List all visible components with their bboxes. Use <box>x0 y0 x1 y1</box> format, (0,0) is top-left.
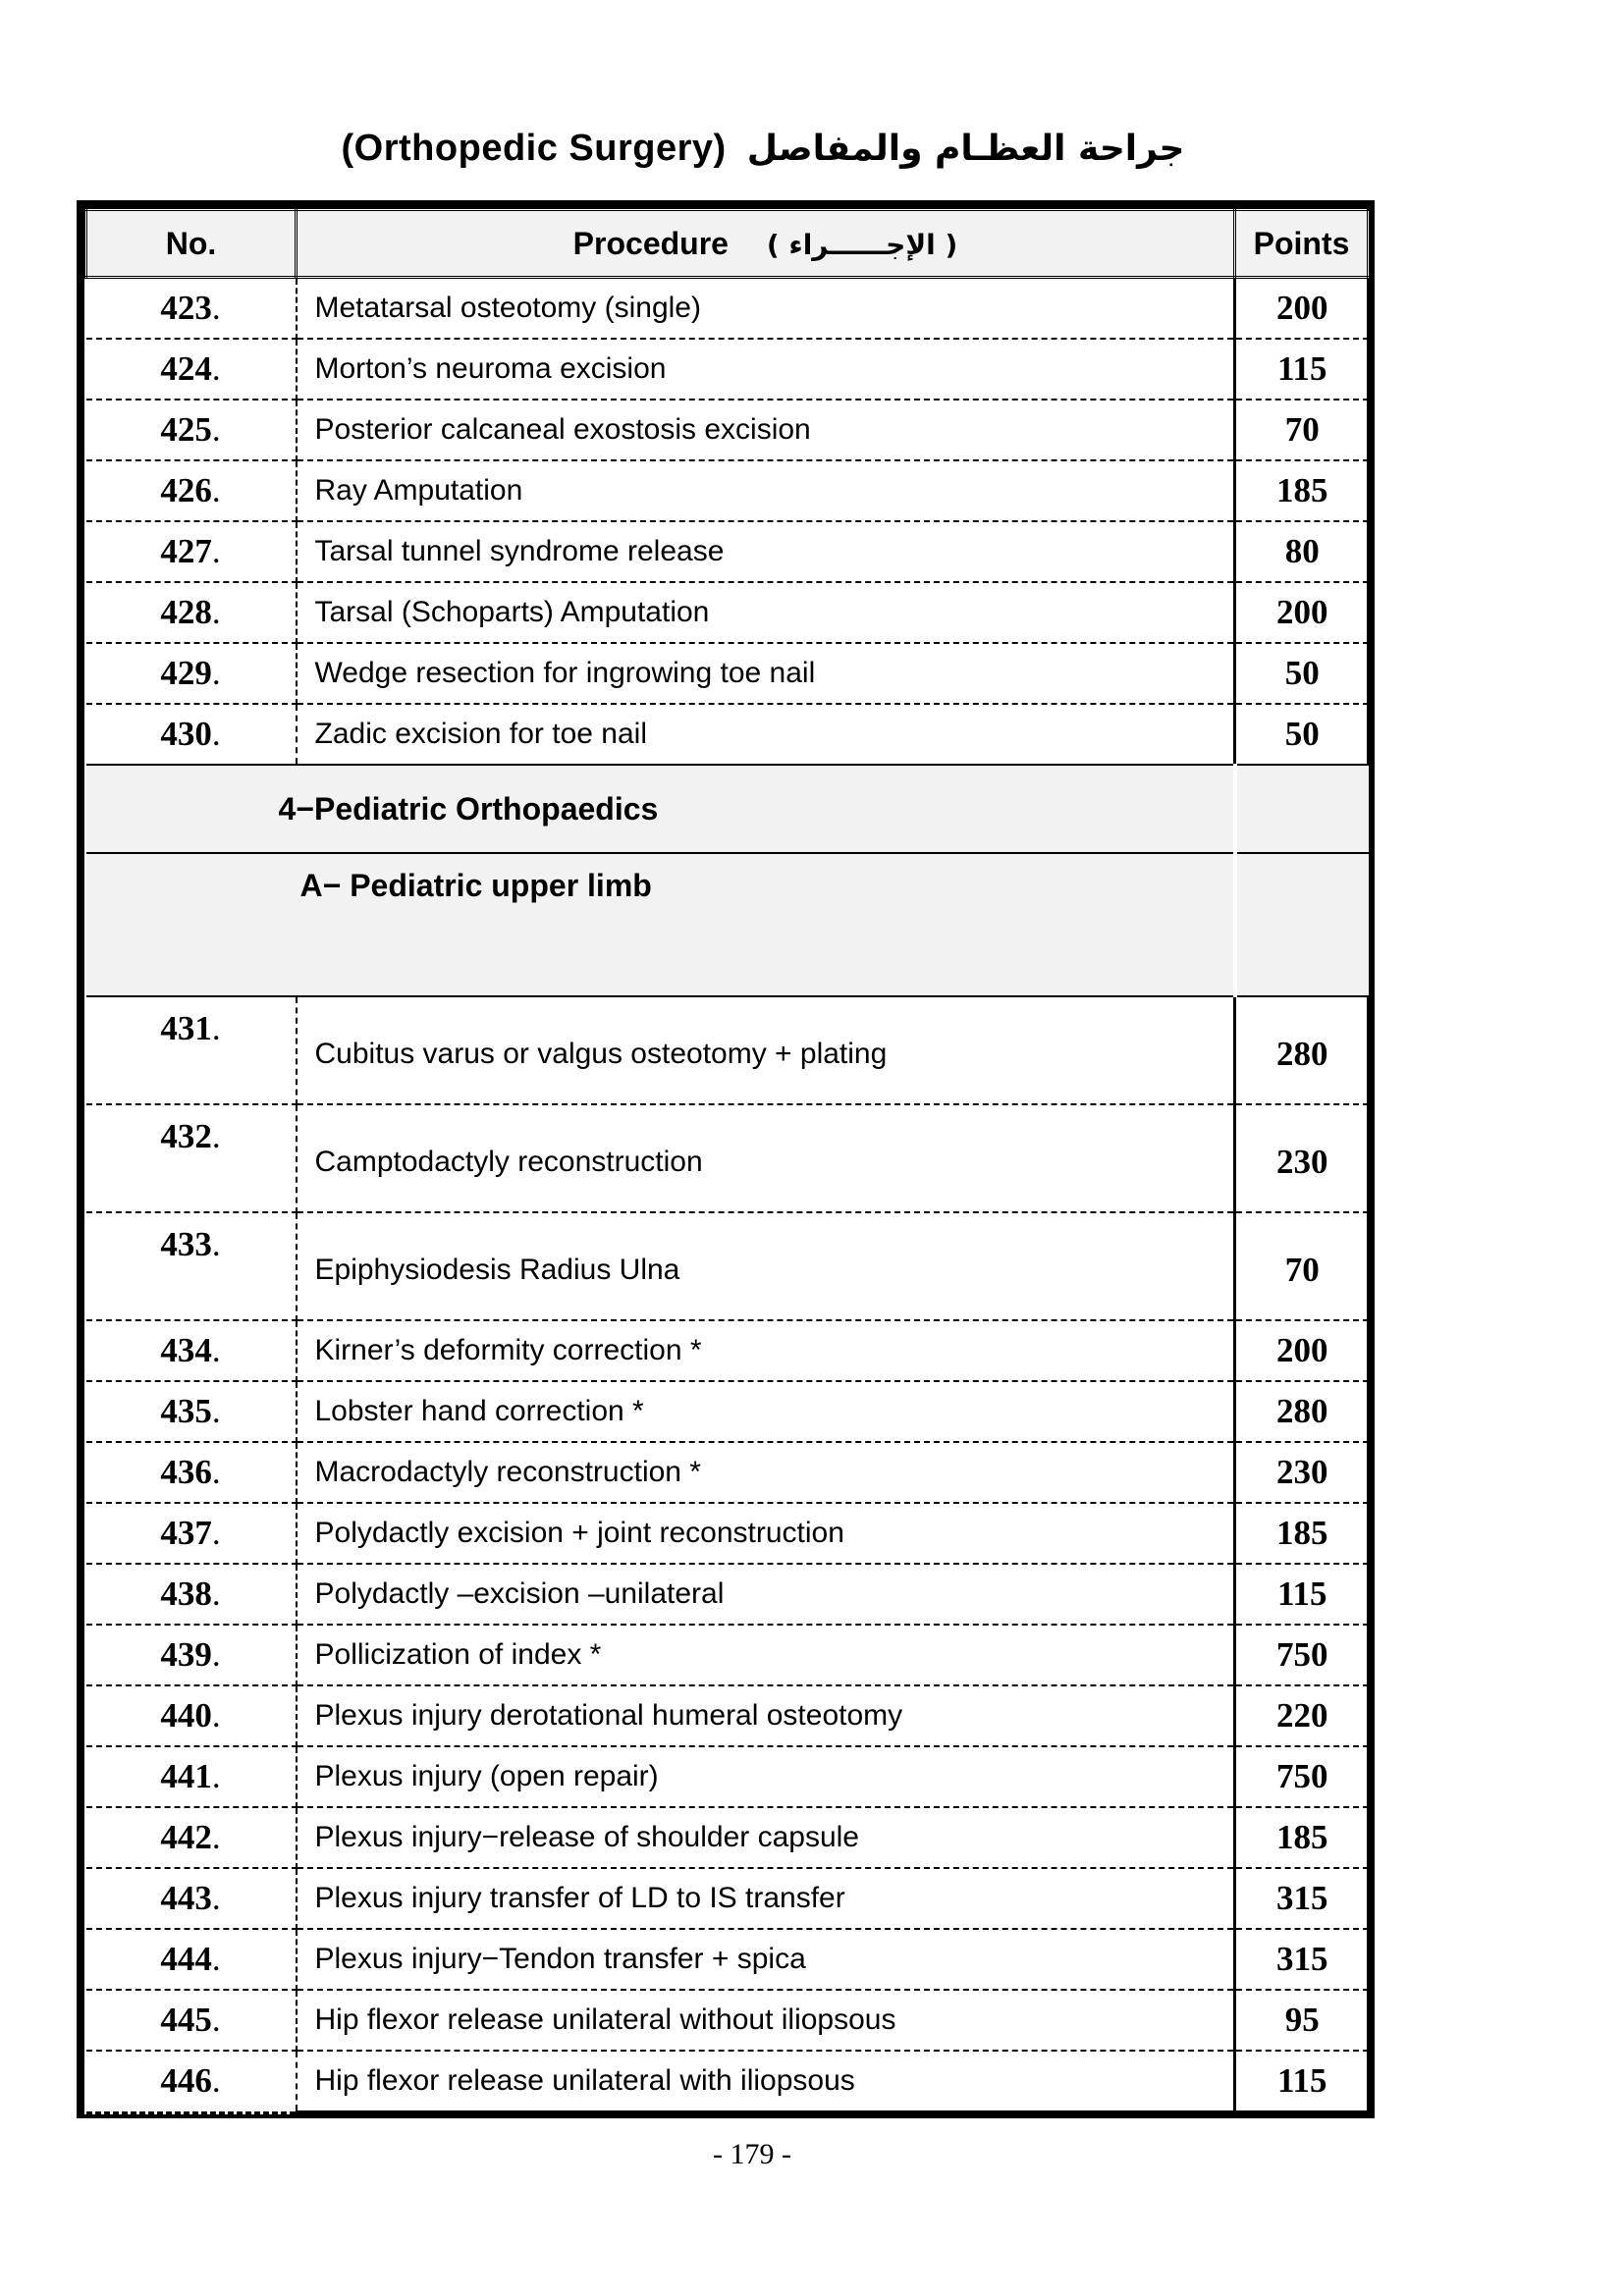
table-row <box>86 1104 1369 1212</box>
section-points-empty <box>1235 765 1369 853</box>
procedure-points: 50 <box>1235 643 1369 704</box>
table-row <box>86 1212 1369 1320</box>
table-body-foot-procedures <box>86 278 1369 766</box>
table-row <box>86 1503 1369 1564</box>
procedure-points: 230 <box>1235 1104 1369 1212</box>
page-title-arabic: جراحة العظـام والمفاصل <box>746 129 1185 169</box>
procedure-number <box>86 1868 297 1929</box>
procedure-points: 115 <box>1235 2051 1369 2112</box>
procedure-points: 185 <box>1235 460 1369 521</box>
procedure-points: 95 <box>1235 1990 1369 2051</box>
table-row <box>86 1807 1369 1868</box>
procedure-number-value: 436 <box>160 1453 212 1491</box>
procedure-name: Hip flexor release unilateral with iliopsous <box>297 2051 1235 2112</box>
procedure-number-value: 443 <box>160 1879 212 1917</box>
procedure-number-value: 430 <box>160 715 212 753</box>
table-row <box>86 521 1369 582</box>
procedure-points: 50 <box>1235 704 1369 765</box>
procedure-number-dot: . <box>211 1879 221 1917</box>
procedure-points: 200 <box>1235 278 1369 340</box>
procedure-number <box>86 1929 297 1990</box>
procedure-number-value: 446 <box>160 2061 212 2101</box>
table-row <box>86 1746 1369 1807</box>
procedure-points: 185 <box>1235 1503 1369 1564</box>
procedure-number-value: 444 <box>160 1940 212 1978</box>
procedure-number-dot: . <box>211 1940 221 1978</box>
procedure-number-value: 428 <box>160 593 212 631</box>
procedures-table <box>84 208 1370 2114</box>
procedure-number <box>86 460 297 521</box>
procedure-number-dot: . <box>211 1696 221 1735</box>
procedure-number <box>86 278 297 340</box>
procedure-number-dot: . <box>211 1453 221 1491</box>
procedure-number-value: 425 <box>160 410 212 449</box>
table-row <box>86 1929 1369 1990</box>
procedure-number-dot: . <box>211 1575 221 1613</box>
procedure-name: Polydactly –excision –unilateral <box>297 1564 1235 1625</box>
procedure-points: 80 <box>1235 521 1369 582</box>
table-row <box>86 1685 1369 1746</box>
procedure-name: Lobster hand correction * <box>297 1381 1235 1442</box>
table-body-sections <box>86 765 1369 996</box>
procedure-points: 315 <box>1235 1868 1369 1929</box>
section-points-empty <box>1235 853 1369 996</box>
table-header-row <box>86 210 1369 278</box>
procedure-points: 70 <box>1235 400 1369 460</box>
procedure-number-value: 445 <box>160 2001 212 2039</box>
procedure-number <box>86 996 297 1104</box>
procedures-table-container <box>77 200 1375 2114</box>
page-title <box>0 128 1526 170</box>
procedure-number <box>86 1442 297 1503</box>
page-title-english: (Orthopedic Surgery) <box>341 128 727 169</box>
procedure-number-value: 439 <box>160 1635 212 1674</box>
column-header-procedure-english: Procedure <box>572 225 729 261</box>
procedure-name: Tarsal (Schoparts) Amputation <box>297 582 1235 643</box>
procedure-number-value: 427 <box>160 532 212 570</box>
procedure-name: Kirner’s deformity correction * <box>297 1320 1235 1381</box>
procedure-number-dot: . <box>211 1331 221 1369</box>
subsection-heading: A− Pediatric upper limb <box>86 853 1235 996</box>
procedure-name: Polydactly excision + joint reconstruction <box>297 1503 1235 1564</box>
procedure-points: 750 <box>1235 1625 1369 1685</box>
column-header-procedure-arabic: ( الإجــــــراء ) <box>766 228 958 261</box>
procedure-number-value: 440 <box>160 1696 212 1735</box>
procedure-number-value: 424 <box>160 349 212 388</box>
procedure-number-dot: . <box>211 715 221 753</box>
column-header-no: No. <box>86 210 297 278</box>
procedure-name: Tarsal tunnel syndrome release <box>297 521 1235 582</box>
table-row <box>86 400 1369 460</box>
procedure-number-value: 438 <box>160 1575 212 1613</box>
procedure-number-value: 437 <box>160 1514 212 1552</box>
procedure-name: Hip flexor release unilateral without iliopsous <box>297 1990 1235 2051</box>
procedure-name: Cubitus varus or valgus osteotomy + plating <box>297 996 1235 1104</box>
table-row <box>86 1381 1369 1442</box>
procedure-name: Pollicization of index * <box>297 1625 1235 1685</box>
procedure-number-value: 432 <box>160 1117 212 1155</box>
table-row <box>86 1868 1369 1929</box>
table-row <box>86 339 1369 400</box>
procedure-points: 280 <box>1235 1381 1369 1442</box>
procedure-number-value: 426 <box>160 471 212 509</box>
procedure-points: 115 <box>1235 1564 1369 1625</box>
procedure-number-dot: . <box>211 1225 221 1263</box>
procedure-number <box>86 1212 297 1320</box>
procedure-name: Plexus injury−release of shoulder capsule <box>297 1807 1235 1868</box>
procedure-number-value: 423 <box>160 289 212 327</box>
procedure-name: Camptodactyly reconstruction <box>297 1104 1235 1212</box>
procedure-number-dot: . <box>211 1392 221 1430</box>
procedure-number-dot: . <box>211 471 221 509</box>
procedure-name: Morton’s neuroma excision <box>297 339 1235 400</box>
column-header-points: Points <box>1235 210 1369 278</box>
procedure-number-value: 442 <box>160 1818 212 1856</box>
procedure-points: 200 <box>1235 1320 1369 1381</box>
procedure-name: Epiphysiodesis Radius Ulna <box>297 1212 1235 1320</box>
procedure-name: Plexus injury (open repair) <box>297 1746 1235 1807</box>
procedure-name: Ray Amputation <box>297 460 1235 521</box>
procedure-name: Metatarsal osteotomy (single) <box>297 278 1235 340</box>
procedure-number-dot: . <box>211 654 221 692</box>
procedure-number <box>86 643 297 704</box>
procedure-number-dot: . <box>211 410 221 449</box>
table-row <box>86 2051 1369 2112</box>
procedure-number <box>86 1564 297 1625</box>
procedure-number-value: 431 <box>160 1009 212 1047</box>
table-row <box>86 1442 1369 1503</box>
procedure-number <box>86 1381 297 1442</box>
procedure-name: Macrodactyly reconstruction * <box>297 1442 1235 1503</box>
section-row-pediatric-orthopaedics <box>86 765 1369 853</box>
procedure-name: Plexus injury derotational humeral osteotomy <box>297 1685 1235 1746</box>
procedure-number-dot: . <box>211 1757 221 1795</box>
table-row <box>86 278 1369 340</box>
procedure-number-dot: . <box>211 2001 221 2039</box>
procedure-number <box>86 582 297 643</box>
table-row <box>86 460 1369 521</box>
procedure-name: Plexus injury−Tendon transfer + spica <box>297 1929 1235 1990</box>
procedure-number-dot: . <box>211 1009 221 1047</box>
section-heading: 4−Pediatric Orthopaedics <box>86 765 1235 853</box>
procedure-points: 70 <box>1235 1212 1369 1320</box>
procedure-number-dot: . <box>211 1818 221 1856</box>
section-row-pediatric-upper-limb <box>86 853 1369 996</box>
procedure-number <box>86 1320 297 1381</box>
procedure-name: Plexus injury transfer of LD to IS transfer <box>297 1868 1235 1929</box>
procedure-points: 230 <box>1235 1442 1369 1503</box>
procedure-number <box>86 1104 297 1212</box>
procedure-number <box>86 1746 297 1807</box>
procedure-number <box>86 400 297 460</box>
column-header-procedure <box>297 210 1235 278</box>
procedure-name: Posterior calcaneal exostosis excision <box>297 400 1235 460</box>
procedure-number-value: 433 <box>160 1225 212 1263</box>
procedure-number-dot: . <box>211 2061 221 2101</box>
procedure-number <box>86 1685 297 1746</box>
table-row <box>86 1320 1369 1381</box>
procedure-number <box>86 704 297 765</box>
procedure-points: 200 <box>1235 582 1369 643</box>
procedure-points: 115 <box>1235 339 1369 400</box>
table-row <box>86 1564 1369 1625</box>
procedure-points: 280 <box>1235 996 1369 1104</box>
table-row <box>86 643 1369 704</box>
table-body-pediatric-procedures <box>86 996 1369 2112</box>
procedure-number-dot: . <box>211 289 221 327</box>
procedure-name: Zadic excision for toe nail <box>297 704 1235 765</box>
procedure-number-dot: . <box>211 532 221 570</box>
procedure-number <box>86 339 297 400</box>
table-row <box>86 704 1369 765</box>
procedure-number <box>86 1625 297 1685</box>
procedure-number <box>86 2051 297 2112</box>
procedure-name: Wedge resection for ingrowing toe nail <box>297 643 1235 704</box>
procedure-points: 220 <box>1235 1685 1369 1746</box>
table-row <box>86 1625 1369 1685</box>
procedure-number-dot: . <box>211 349 221 388</box>
procedure-number <box>86 1503 297 1564</box>
procedure-number-value: 435 <box>160 1392 212 1430</box>
procedure-number <box>86 521 297 582</box>
procedure-number <box>86 1990 297 2051</box>
procedure-number <box>86 1807 297 1868</box>
procedure-number-value: 434 <box>160 1331 212 1369</box>
procedure-number-dot: . <box>211 1117 221 1155</box>
procedure-number-value: 429 <box>160 654 212 692</box>
procedure-number-dot: . <box>211 593 221 631</box>
page-number: - 179 - <box>713 2138 791 2170</box>
procedure-points: 750 <box>1235 1746 1369 1807</box>
table-row <box>86 1990 1369 2051</box>
procedure-number-dot: . <box>211 1514 221 1552</box>
table-row <box>86 996 1369 1104</box>
procedure-number-value: 441 <box>160 1757 212 1795</box>
procedure-points: 315 <box>1235 1929 1369 1990</box>
table-row <box>86 582 1369 643</box>
procedure-points: 185 <box>1235 1807 1369 1868</box>
procedure-number-dot: . <box>211 1635 221 1674</box>
